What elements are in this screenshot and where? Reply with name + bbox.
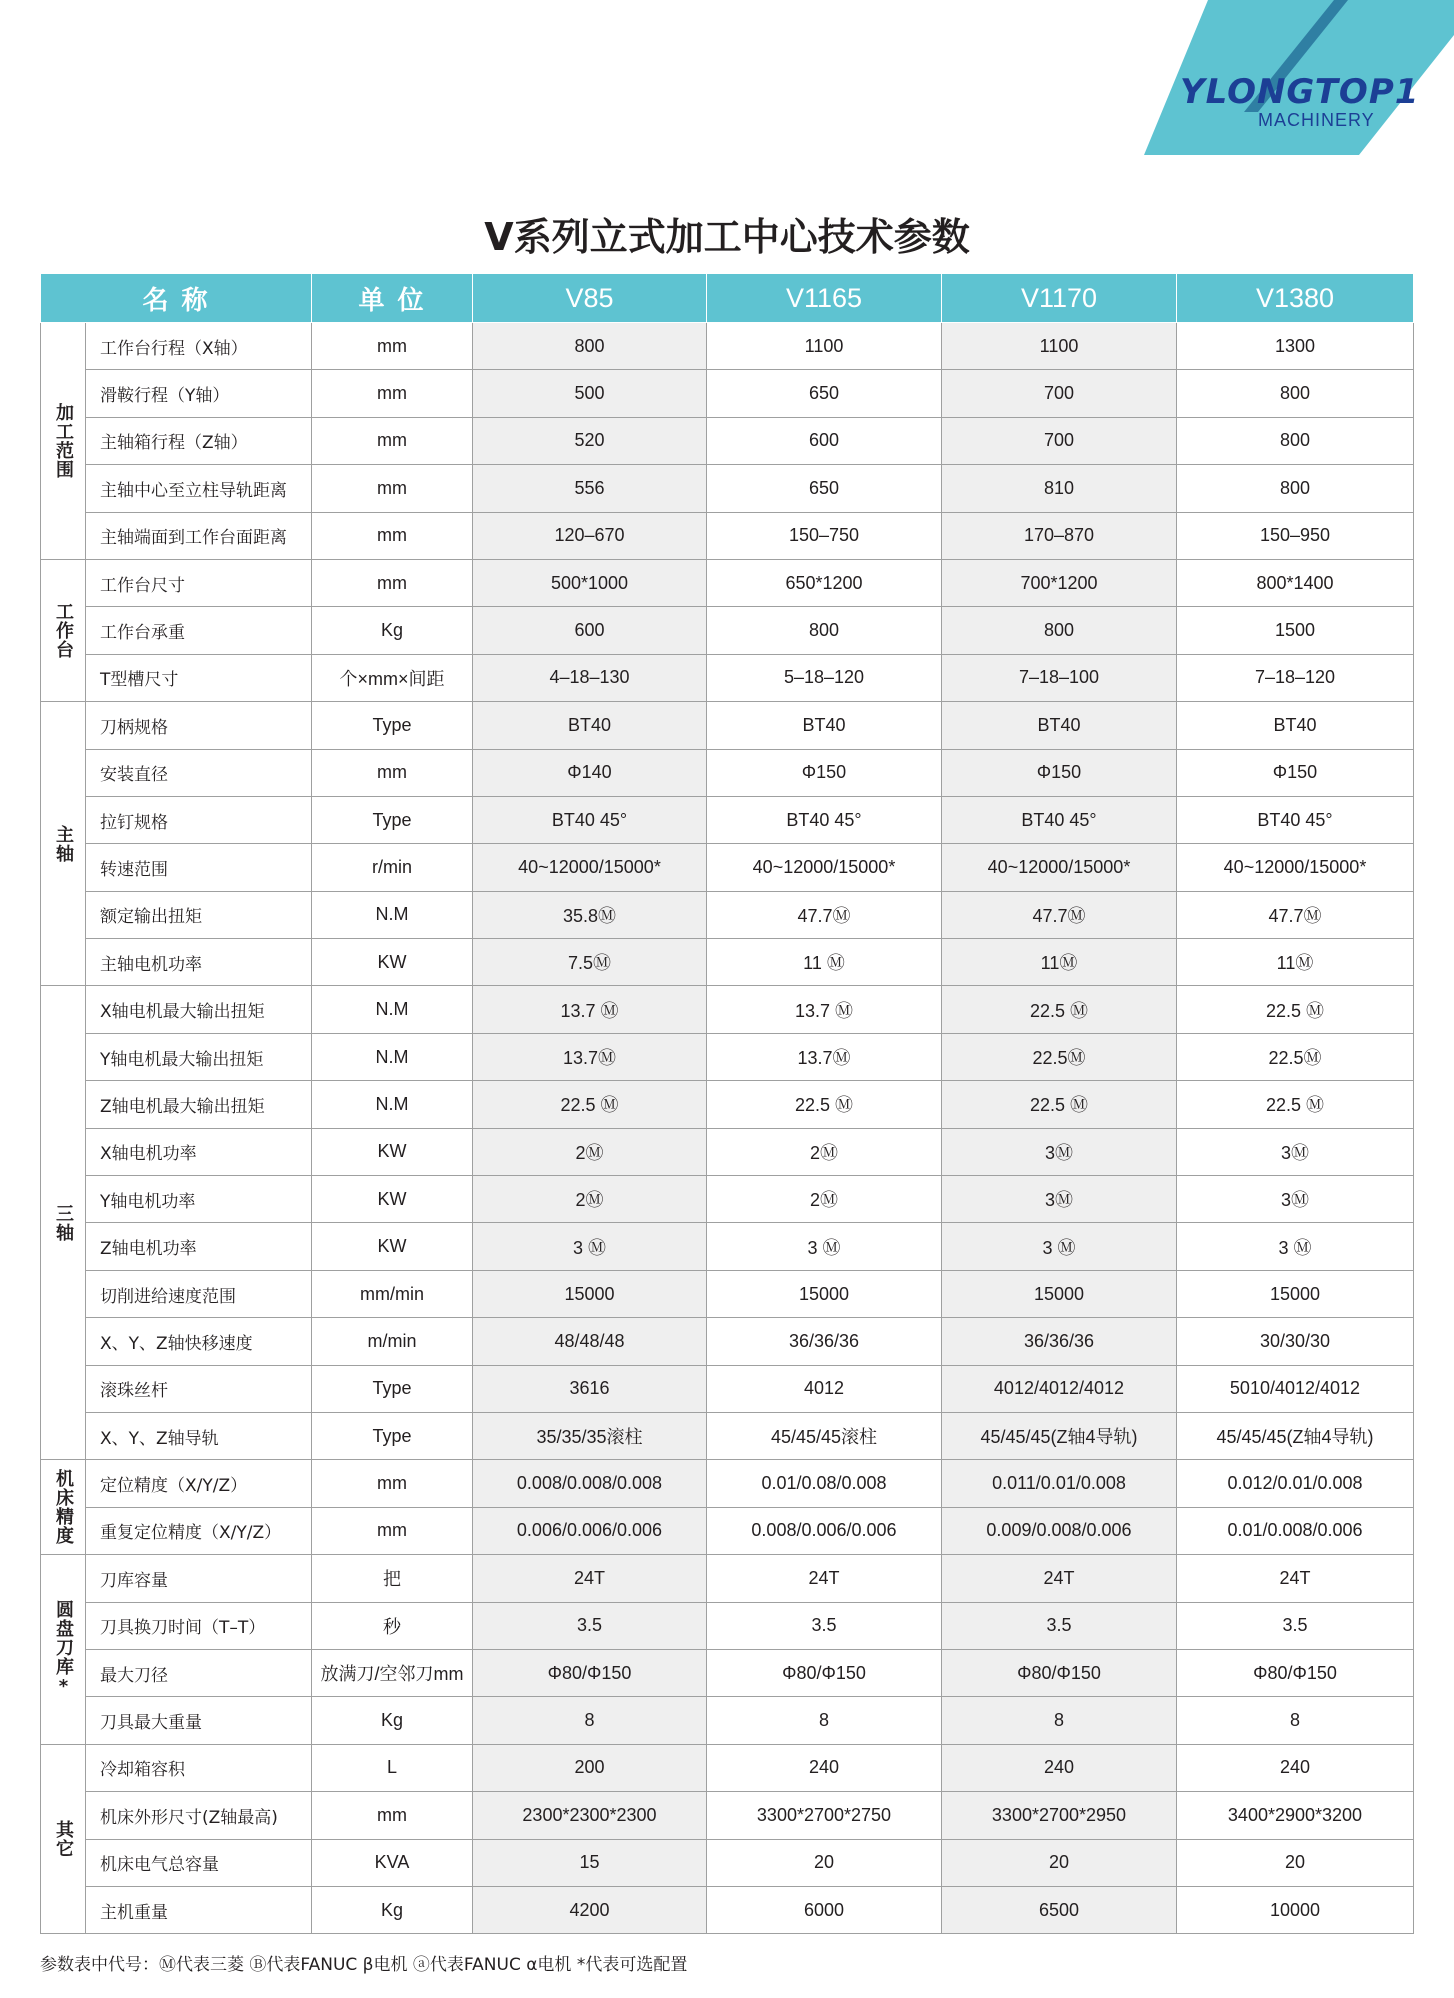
- value-cell-v1170: 47.7Ⓜ: [942, 891, 1177, 938]
- value-cell-v85: 35/35/35滚柱: [473, 1412, 707, 1459]
- value-cell-v1170: 0.011/0.01/0.008: [942, 1460, 1177, 1507]
- value-cell-v1170: BT40 45°: [942, 796, 1177, 843]
- value-cell-v1165: 600: [707, 417, 942, 464]
- value-cell-v1380: 3400*2900*3200: [1177, 1792, 1414, 1839]
- table-row: [41, 1839, 1414, 1886]
- value-cell-v1380: 8: [1177, 1697, 1414, 1744]
- value-cell-v1170: 45/45/45(Z轴4导轨): [942, 1412, 1177, 1459]
- param-name: 刀具最大重量: [86, 1697, 312, 1744]
- param-unit: mm: [312, 749, 473, 796]
- value-cell-v1380: 1300: [1177, 323, 1414, 370]
- value-cell-v1380: Φ150: [1177, 749, 1414, 796]
- param-unit: 放满刀/空邻刀mm: [312, 1649, 473, 1696]
- value-cell-v1165: 3300*2700*2750: [707, 1792, 942, 1839]
- value-cell-v1380: 24T: [1177, 1555, 1414, 1602]
- group-label: 其它: [41, 1744, 86, 1934]
- table-row: [41, 1270, 1414, 1317]
- value-cell-v1380: 3Ⓜ: [1177, 1176, 1414, 1223]
- table-row: [41, 1649, 1414, 1696]
- table-row: [41, 1318, 1414, 1365]
- value-cell-v1170: 3 Ⓜ: [942, 1223, 1177, 1270]
- param-unit: KVA: [312, 1839, 473, 1886]
- param-name: 工作台行程（X轴）: [86, 323, 312, 370]
- value-cell-v85: 8: [473, 1697, 707, 1744]
- value-cell-v1380: 0.01/0.008/0.006: [1177, 1507, 1414, 1554]
- header-model-v1380: V1380: [1177, 274, 1414, 323]
- table-row: [41, 465, 1414, 512]
- param-name: Z轴电机功率: [86, 1223, 312, 1270]
- value-cell-v85: 500: [473, 370, 707, 417]
- table-row: [41, 1555, 1414, 1602]
- group-label: 主轴: [41, 702, 86, 986]
- value-cell-v85: 3.5: [473, 1602, 707, 1649]
- table-row: [41, 1602, 1414, 1649]
- value-cell-v85: 500*1000: [473, 559, 707, 606]
- value-cell-v1170: 20: [942, 1839, 1177, 1886]
- value-cell-v85: 800: [473, 323, 707, 370]
- page-title: V系列立式加工中心技术参数: [484, 215, 970, 259]
- value-cell-v1380: BT40: [1177, 702, 1414, 749]
- value-cell-v1165: 13.7Ⓜ: [707, 1033, 942, 1080]
- param-name: 转速范围: [86, 844, 312, 891]
- param-name: 主轴电机功率: [86, 939, 312, 986]
- table-row: [41, 607, 1414, 654]
- header-model-v1170: V1170: [942, 274, 1177, 323]
- header-unit: 单 位: [312, 274, 473, 323]
- value-cell-v1170: 15000: [942, 1270, 1177, 1317]
- value-cell-v1380: 0.012/0.01/0.008: [1177, 1460, 1414, 1507]
- value-cell-v1170: 22.5 Ⓜ: [942, 1081, 1177, 1128]
- value-cell-v1170: 240: [942, 1744, 1177, 1791]
- value-cell-v1165: Φ80/Φ150: [707, 1649, 942, 1696]
- param-name: X轴电机最大输出扭矩: [86, 986, 312, 1033]
- value-cell-v1165: 22.5 Ⓜ: [707, 1081, 942, 1128]
- value-cell-v85: 13.7Ⓜ: [473, 1033, 707, 1080]
- value-cell-v1165: 8: [707, 1697, 942, 1744]
- group-label: 机床精度: [41, 1460, 86, 1555]
- value-cell-v85: 556: [473, 465, 707, 512]
- param-unit: Kg: [312, 607, 473, 654]
- table-row: [41, 654, 1414, 701]
- table-row: [41, 1033, 1414, 1080]
- value-cell-v85: 13.7 Ⓜ: [473, 986, 707, 1033]
- value-cell-v85: 15: [473, 1839, 707, 1886]
- value-cell-v1170: 3300*2700*2950: [942, 1792, 1177, 1839]
- value-cell-v1380: 10000: [1177, 1886, 1414, 1933]
- value-cell-v85: Φ80/Φ150: [473, 1649, 707, 1696]
- value-cell-v1380: 7–18–120: [1177, 654, 1414, 701]
- value-cell-v1165: 800: [707, 607, 942, 654]
- param-name: 机床电气总容量: [86, 1839, 312, 1886]
- group-label: 工作台: [41, 559, 86, 701]
- value-cell-v1170: BT40: [942, 702, 1177, 749]
- value-cell-v1165: 650: [707, 370, 942, 417]
- value-cell-v1170: 700*1200: [942, 559, 1177, 606]
- table-row: [41, 1792, 1414, 1839]
- value-cell-v85: Φ140: [473, 749, 707, 796]
- value-cell-v1380: 22.5Ⓜ: [1177, 1033, 1414, 1080]
- value-cell-v1170: 11Ⓜ: [942, 939, 1177, 986]
- value-cell-v85: 35.8Ⓜ: [473, 891, 707, 938]
- value-cell-v85: 0.006/0.006/0.006: [473, 1507, 707, 1554]
- param-name: X轴电机功率: [86, 1128, 312, 1175]
- param-unit: mm: [312, 465, 473, 512]
- param-unit: mm: [312, 512, 473, 559]
- value-cell-v1170: 3Ⓜ: [942, 1176, 1177, 1223]
- value-cell-v1380: 150–950: [1177, 512, 1414, 559]
- param-unit: 把: [312, 1555, 473, 1602]
- value-cell-v85: 0.008/0.008/0.008: [473, 1460, 707, 1507]
- param-name: Y轴电机最大输出扭矩: [86, 1033, 312, 1080]
- value-cell-v1380: 20: [1177, 1839, 1414, 1886]
- value-cell-v85: 3616: [473, 1365, 707, 1412]
- value-cell-v1165: 240: [707, 1744, 942, 1791]
- param-unit: mm: [312, 370, 473, 417]
- value-cell-v1165: 1100: [707, 323, 942, 370]
- table-row: [41, 1460, 1414, 1507]
- param-unit: Kg: [312, 1697, 473, 1744]
- param-name: 刀库容量: [86, 1555, 312, 1602]
- param-unit: N.M: [312, 986, 473, 1033]
- value-cell-v1170: Φ150: [942, 749, 1177, 796]
- param-name: 滑鞍行程（Y轴）: [86, 370, 312, 417]
- param-name: 工作台尺寸: [86, 559, 312, 606]
- param-name: 机床外形尺寸(Z轴最高): [86, 1792, 312, 1839]
- param-unit: N.M: [312, 1033, 473, 1080]
- value-cell-v1170: 3.5: [942, 1602, 1177, 1649]
- group-label: 圆盘刀库*: [41, 1555, 86, 1745]
- table-row: [41, 417, 1414, 464]
- value-cell-v1165: 650*1200: [707, 559, 942, 606]
- param-name: 主机重量: [86, 1886, 312, 1933]
- value-cell-v1170: 700: [942, 370, 1177, 417]
- param-name: 主轴箱行程（Z轴）: [86, 417, 312, 464]
- table-row: [41, 1081, 1414, 1128]
- param-name: 安装直径: [86, 749, 312, 796]
- value-cell-v1165: 3 Ⓜ: [707, 1223, 942, 1270]
- value-cell-v1165: 20: [707, 1839, 942, 1886]
- value-cell-v1165: 13.7 Ⓜ: [707, 986, 942, 1033]
- value-cell-v1165: 0.008/0.006/0.006: [707, 1507, 942, 1554]
- param-name: 刀具换刀时间（T–T）: [86, 1602, 312, 1649]
- param-unit: m/min: [312, 1318, 473, 1365]
- header-model-v85: V85: [473, 274, 707, 323]
- value-cell-v1165: 11 Ⓜ: [707, 939, 942, 986]
- table-row: [41, 1886, 1414, 1933]
- value-cell-v1170: 22.5 Ⓜ: [942, 986, 1177, 1033]
- group-label: 三轴: [41, 986, 86, 1460]
- param-unit: N.M: [312, 1081, 473, 1128]
- param-unit: KW: [312, 1176, 473, 1223]
- value-cell-v85: 3 Ⓜ: [473, 1223, 707, 1270]
- value-cell-v85: BT40: [473, 702, 707, 749]
- value-cell-v1165: 6000: [707, 1886, 942, 1933]
- value-cell-v1165: BT40: [707, 702, 942, 749]
- value-cell-v1165: 650: [707, 465, 942, 512]
- value-cell-v1380: 5010/4012/4012: [1177, 1365, 1414, 1412]
- param-unit: mm: [312, 1460, 473, 1507]
- table-row: [41, 939, 1414, 986]
- header-model-v1165: V1165: [707, 274, 942, 323]
- value-cell-v1165: Φ150: [707, 749, 942, 796]
- param-name: 定位精度（X/Y/Z）: [86, 1460, 312, 1507]
- param-unit: mm: [312, 1792, 473, 1839]
- value-cell-v1380: 800: [1177, 465, 1414, 512]
- table-row: [41, 1223, 1414, 1270]
- param-unit: Type: [312, 702, 473, 749]
- value-cell-v1170: 170–870: [942, 512, 1177, 559]
- value-cell-v1380: 47.7Ⓜ: [1177, 891, 1414, 938]
- param-unit: r/min: [312, 844, 473, 891]
- value-cell-v85: 24T: [473, 1555, 707, 1602]
- value-cell-v85: 600: [473, 607, 707, 654]
- param-name: Z轴电机最大输出扭矩: [86, 1081, 312, 1128]
- value-cell-v1165: 150–750: [707, 512, 942, 559]
- param-unit: mm: [312, 323, 473, 370]
- value-cell-v1380: 22.5 Ⓜ: [1177, 1081, 1414, 1128]
- value-cell-v1170: 6500: [942, 1886, 1177, 1933]
- value-cell-v1380: BT40 45°: [1177, 796, 1414, 843]
- value-cell-v1380: 3 Ⓜ: [1177, 1223, 1414, 1270]
- param-unit: 秒: [312, 1602, 473, 1649]
- param-name: 额定输出扭矩: [86, 891, 312, 938]
- table-row: [41, 1507, 1414, 1554]
- value-cell-v85: 40~12000/15000*: [473, 844, 707, 891]
- param-name: 拉钉规格: [86, 796, 312, 843]
- value-cell-v1170: 24T: [942, 1555, 1177, 1602]
- table-row: [41, 1744, 1414, 1791]
- table-row: [41, 370, 1414, 417]
- param-unit: KW: [312, 1128, 473, 1175]
- param-name: X、Y、Z轴快移速度: [86, 1318, 312, 1365]
- value-cell-v1165: 36/36/36: [707, 1318, 942, 1365]
- table-row: [41, 512, 1414, 559]
- value-cell-v85: 2300*2300*2300: [473, 1792, 707, 1839]
- value-cell-v1170: 3Ⓜ: [942, 1128, 1177, 1175]
- value-cell-v1165: 2Ⓜ: [707, 1128, 942, 1175]
- value-cell-v1165: 3.5: [707, 1602, 942, 1649]
- table-row: [41, 323, 1414, 370]
- group-label: 加工范围: [41, 323, 86, 560]
- param-name: 冷却箱容积: [86, 1744, 312, 1791]
- value-cell-v1170: 700: [942, 417, 1177, 464]
- param-unit: mm/min: [312, 1270, 473, 1317]
- param-unit: 个×mm×间距: [312, 654, 473, 701]
- table-row: [41, 1697, 1414, 1744]
- value-cell-v1165: 2Ⓜ: [707, 1176, 942, 1223]
- value-cell-v85: 2Ⓜ: [473, 1128, 707, 1175]
- value-cell-v85: BT40 45°: [473, 796, 707, 843]
- table-row: [41, 796, 1414, 843]
- value-cell-v1165: 15000: [707, 1270, 942, 1317]
- param-unit: mm: [312, 1507, 473, 1554]
- param-name: 最大刀径: [86, 1649, 312, 1696]
- param-unit: mm: [312, 417, 473, 464]
- value-cell-v1380: 1500: [1177, 607, 1414, 654]
- table-row: [41, 1176, 1414, 1223]
- value-cell-v1170: 36/36/36: [942, 1318, 1177, 1365]
- value-cell-v85: 120–670: [473, 512, 707, 559]
- value-cell-v85: 48/48/48: [473, 1318, 707, 1365]
- value-cell-v1380: 40~12000/15000*: [1177, 844, 1414, 891]
- param-name: 主轴中心至立柱导轨距离: [86, 465, 312, 512]
- param-unit: mm: [312, 559, 473, 606]
- value-cell-v1165: 0.01/0.08/0.008: [707, 1460, 942, 1507]
- value-cell-v1380: 800: [1177, 417, 1414, 464]
- param-name: 工作台承重: [86, 607, 312, 654]
- value-cell-v85: 2Ⓜ: [473, 1176, 707, 1223]
- value-cell-v1165: 40~12000/15000*: [707, 844, 942, 891]
- param-name: 滚珠丝杆: [86, 1365, 312, 1412]
- spec-table: [40, 274, 1414, 1934]
- value-cell-v1165: 4012: [707, 1365, 942, 1412]
- table-row: [41, 844, 1414, 891]
- param-unit: L: [312, 1744, 473, 1791]
- table-row: [41, 749, 1414, 796]
- table-row: [41, 559, 1414, 606]
- value-cell-v85: 200: [473, 1744, 707, 1791]
- value-cell-v1170: 7–18–100: [942, 654, 1177, 701]
- param-name: 切削进给速度范围: [86, 1270, 312, 1317]
- param-name: 刀柄规格: [86, 702, 312, 749]
- param-unit: KW: [312, 939, 473, 986]
- param-unit: Kg: [312, 1886, 473, 1933]
- value-cell-v1380: 800*1400: [1177, 559, 1414, 606]
- table-row: [41, 1412, 1414, 1459]
- param-name: 重复定位精度（X/Y/Z）: [86, 1507, 312, 1554]
- logo-text: YLONGTOP1: [1180, 72, 1420, 112]
- param-name: X、Y、Z轴导轨: [86, 1412, 312, 1459]
- value-cell-v1165: BT40 45°: [707, 796, 942, 843]
- param-unit: N.M: [312, 891, 473, 938]
- param-name: Y轴电机功率: [86, 1176, 312, 1223]
- value-cell-v85: 22.5 Ⓜ: [473, 1081, 707, 1128]
- value-cell-v85: 520: [473, 417, 707, 464]
- table-header-row: [41, 274, 1414, 323]
- value-cell-v1380: 11Ⓜ: [1177, 939, 1414, 986]
- spec-table-body: [41, 323, 1414, 1934]
- header-name: 名 称: [41, 274, 312, 323]
- param-unit: Type: [312, 796, 473, 843]
- value-cell-v1165: 5–18–120: [707, 654, 942, 701]
- value-cell-v1165: 24T: [707, 1555, 942, 1602]
- value-cell-v1170: 40~12000/15000*: [942, 844, 1177, 891]
- param-unit: KW: [312, 1223, 473, 1270]
- value-cell-v1380: 800: [1177, 370, 1414, 417]
- table-row: [41, 702, 1414, 749]
- value-cell-v85: 4200: [473, 1886, 707, 1933]
- value-cell-v85: 15000: [473, 1270, 707, 1317]
- table-row: [41, 1128, 1414, 1175]
- table-row: [41, 891, 1414, 938]
- value-cell-v85: 4–18–130: [473, 654, 707, 701]
- logo-subtitle: MACHINERY: [1258, 110, 1375, 130]
- param-unit: Type: [312, 1365, 473, 1412]
- table-row: [41, 1365, 1414, 1412]
- param-name: T型槽尺寸: [86, 654, 312, 701]
- value-cell-v1165: 47.7Ⓜ: [707, 891, 942, 938]
- footnote: 参数表中代号：Ⓜ代表三菱 Ⓑ代表FANUC β电机 ⓐ代表FANUC α电机 *代表可选配置: [40, 1955, 688, 1975]
- value-cell-v1380: 3Ⓜ: [1177, 1128, 1414, 1175]
- value-cell-v1380: Φ80/Φ150: [1177, 1649, 1414, 1696]
- value-cell-v1170: 1100: [942, 323, 1177, 370]
- value-cell-v1380: 240: [1177, 1744, 1414, 1791]
- value-cell-v1380: 45/45/45(Z轴4导轨): [1177, 1412, 1414, 1459]
- param-name: 主轴端面到工作台面距离: [86, 512, 312, 559]
- value-cell-v1380: 22.5 Ⓜ: [1177, 986, 1414, 1033]
- value-cell-v1380: 30/30/30: [1177, 1318, 1414, 1365]
- value-cell-v1165: 45/45/45滚柱: [707, 1412, 942, 1459]
- value-cell-v1170: 0.009/0.008/0.006: [942, 1507, 1177, 1554]
- value-cell-v1380: 3.5: [1177, 1602, 1414, 1649]
- value-cell-v1170: 4012/4012/4012: [942, 1365, 1177, 1412]
- param-unit: Type: [312, 1412, 473, 1459]
- value-cell-v1170: Φ80/Φ150: [942, 1649, 1177, 1696]
- value-cell-v1170: 810: [942, 465, 1177, 512]
- value-cell-v85: 7.5Ⓜ: [473, 939, 707, 986]
- table-row: [41, 986, 1414, 1033]
- value-cell-v1170: 22.5Ⓜ: [942, 1033, 1177, 1080]
- value-cell-v1380: 15000: [1177, 1270, 1414, 1317]
- value-cell-v1170: 800: [942, 607, 1177, 654]
- value-cell-v1170: 8: [942, 1697, 1177, 1744]
